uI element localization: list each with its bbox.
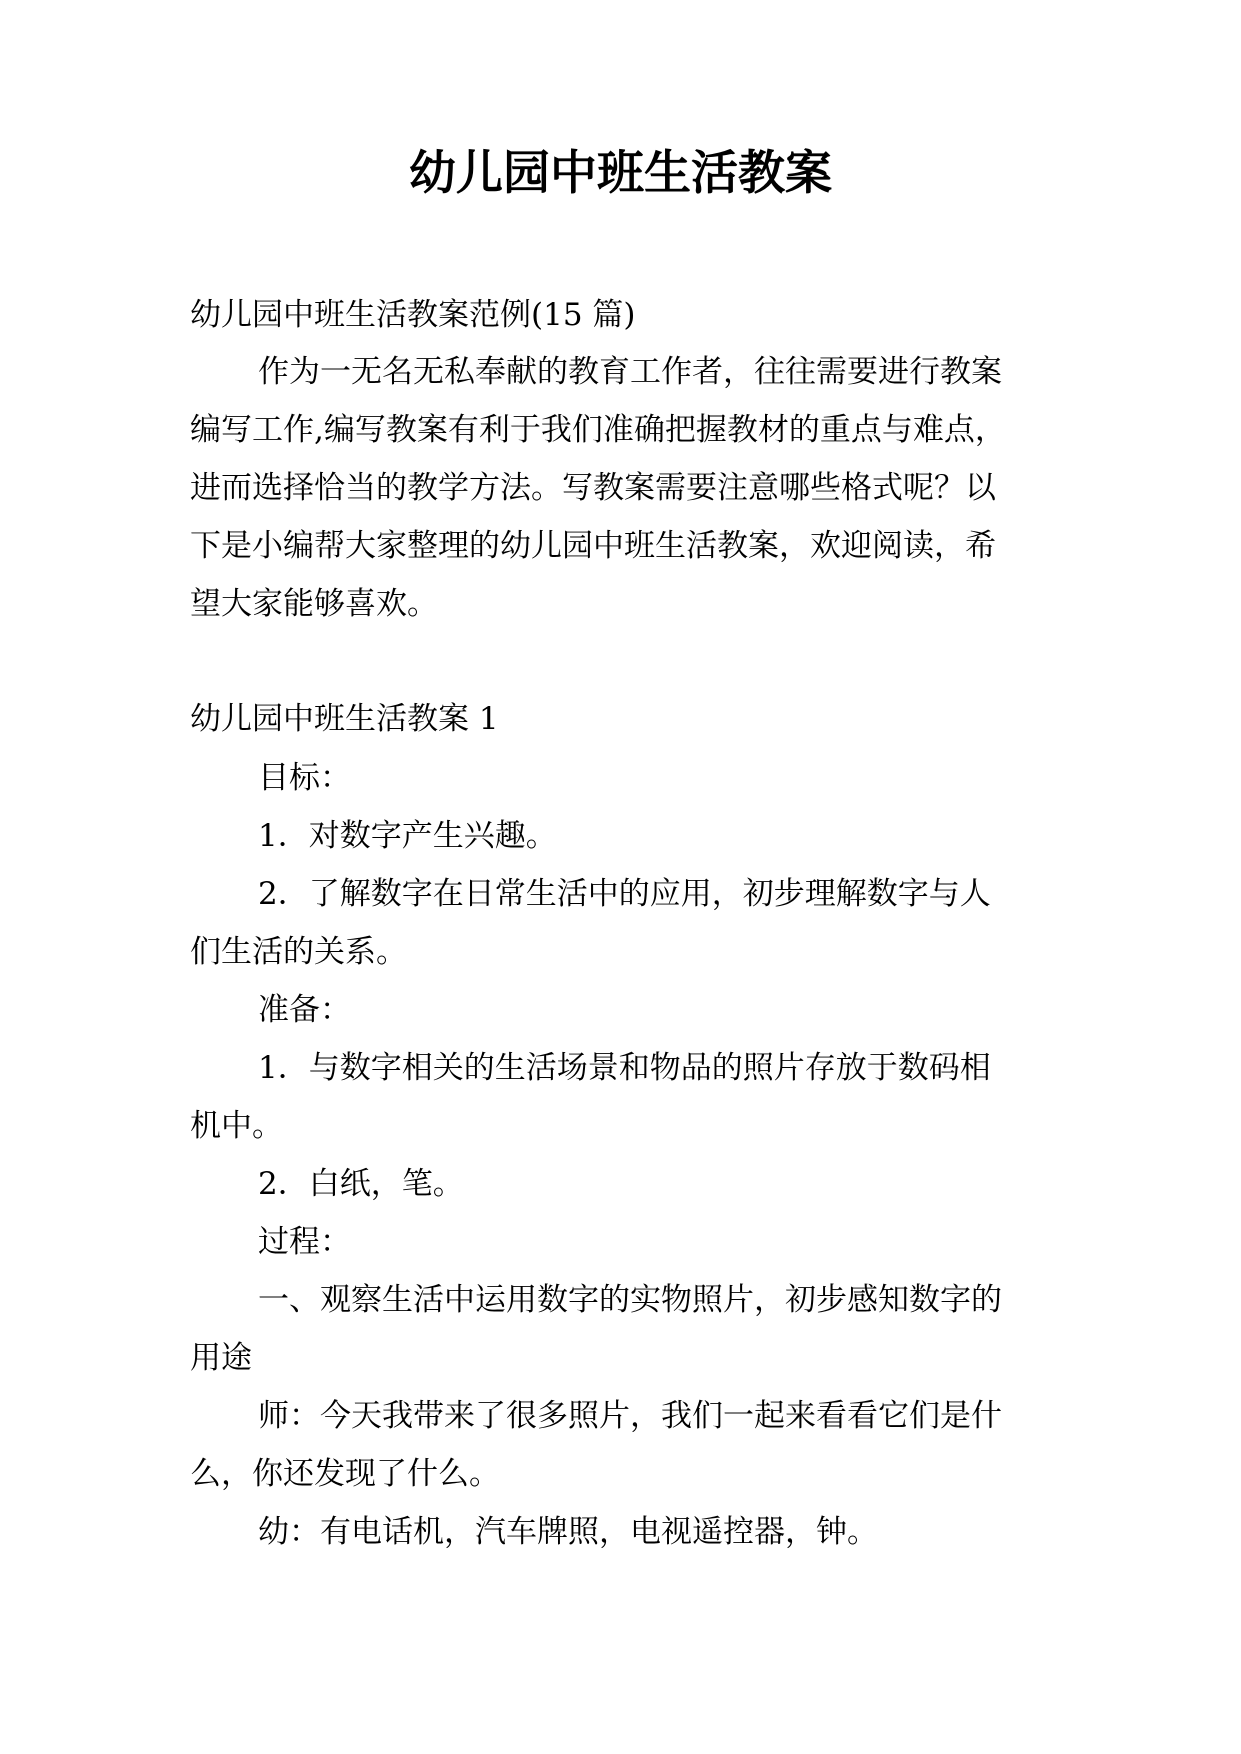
text-line: 2．白纸，笔。 xyxy=(258,1166,464,1202)
text-line: 幼儿园中班生活教案范例(15 篇) xyxy=(190,297,636,333)
text-line: 一、观察生活中运用数字的实物照片，初步感知数字的 xyxy=(258,1282,1002,1318)
text-line: 1．对数字产生兴趣。 xyxy=(258,818,557,854)
text-line: 进而选择恰当的教学方法。写教案需要注意哪些格式呢？以 xyxy=(190,470,996,506)
text-line: 么，你还发现了什么。 xyxy=(190,1456,500,1492)
text-line: 师：今天我带来了很多照片，我们一起来看看它们是什 xyxy=(258,1398,1002,1434)
text-line: 编写工作,编写教案有利于我们准确把握教材的重点与难点， xyxy=(190,412,1006,448)
text-line: 1．与数字相关的生活场景和物品的照片存放于数码相 xyxy=(258,1050,991,1086)
document-title: 幼儿园中班生活教案 xyxy=(409,146,832,201)
text-line: 用途 xyxy=(190,1340,252,1376)
text-line: 目标： xyxy=(258,760,351,796)
text-line: 机中。 xyxy=(190,1108,283,1144)
text-line: 幼：有电话机，汽车牌照，电视遥控器，钟。 xyxy=(258,1514,878,1550)
section-heading: 幼儿园中班生活教案 1 xyxy=(190,701,499,737)
text-line: 2．了解数字在日常生活中的应用，初步理解数字与人 xyxy=(258,876,991,912)
text-line: 过程： xyxy=(258,1224,351,1260)
text-line: 作为一无名无私奉献的教育工作者，往往需要进行教案 xyxy=(258,354,1002,390)
text-line: 下是小编帮大家整理的幼儿园中班生活教案，欢迎阅读，希 xyxy=(190,528,996,564)
text-line: 望大家能够喜欢。 xyxy=(190,586,438,622)
text-line: 准备： xyxy=(258,992,351,1028)
text-line: 们生活的关系。 xyxy=(190,934,407,970)
